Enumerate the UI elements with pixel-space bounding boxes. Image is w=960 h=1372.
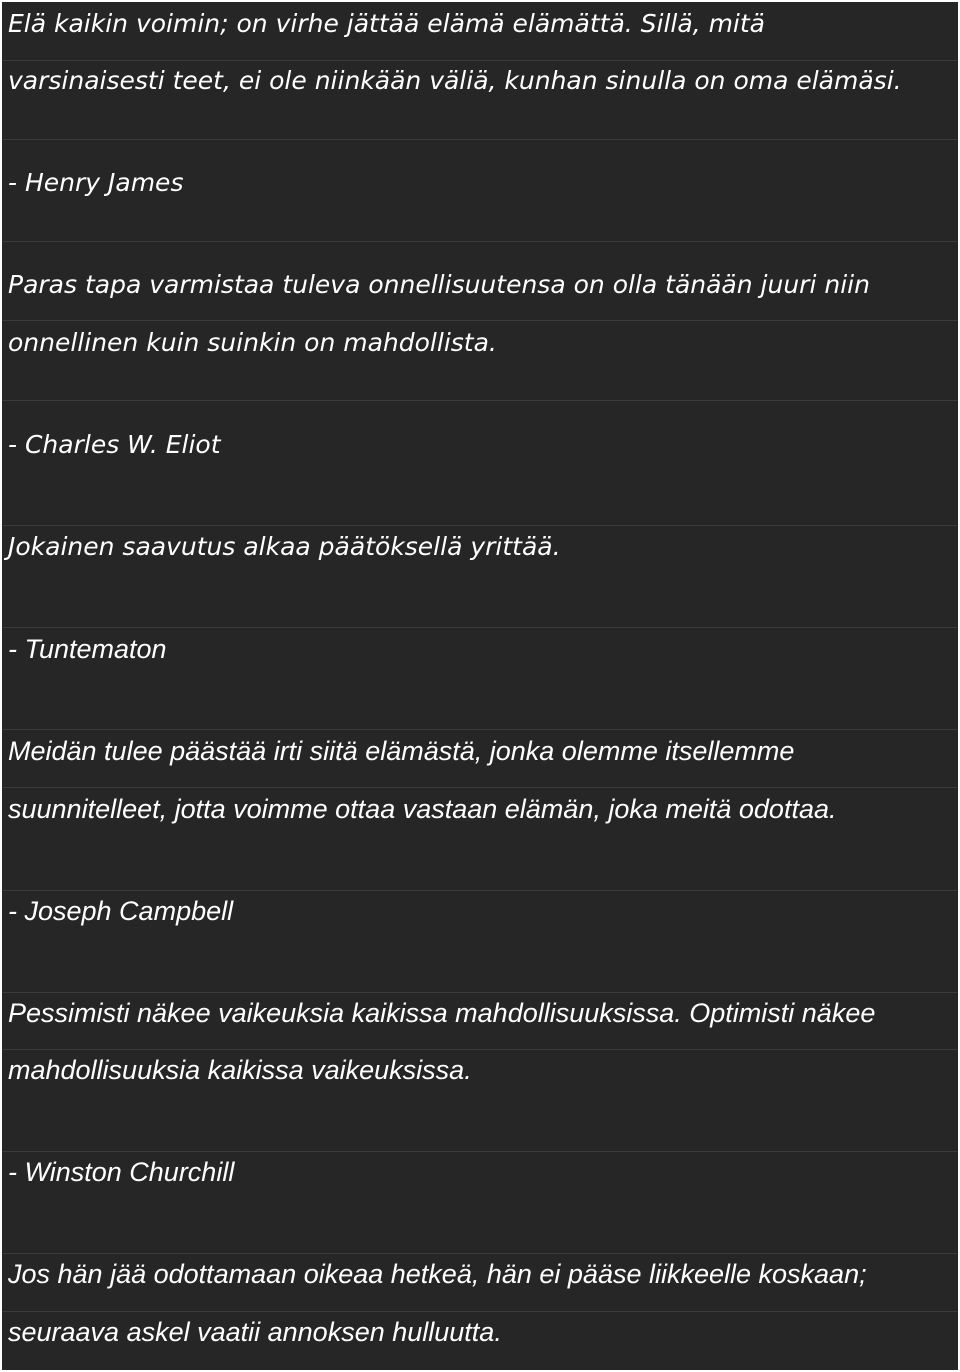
row-divider: [2, 241, 958, 242]
row-divider: [2, 1253, 958, 1254]
row-divider: [2, 1311, 958, 1312]
quote-author: - Joseph Campbell: [8, 896, 234, 926]
row-divider: [2, 627, 958, 628]
quote-author: - Winston Churchill: [8, 1157, 235, 1187]
row-divider: [2, 139, 958, 140]
row-divider: [2, 787, 958, 788]
quote-line: mahdollisuuksia kaikissa vaikeuksissa.: [8, 1055, 472, 1085]
quote-line: Paras tapa varmistaa tuleva onnellisuutensa on olla tänään juuri niin: [8, 270, 870, 299]
quote-line: Elä kaikin voimin; on virhe jättää elämä elämättä. Sillä, mitä: [8, 9, 765, 38]
row-divider: [2, 60, 958, 61]
quote-line: onnellinen kuin suinkin on mahdollista.: [8, 328, 497, 357]
row-divider: [2, 320, 958, 321]
row-divider: [2, 525, 958, 526]
quote-line: Jokainen saavutus alkaa päätöksellä yrittää.: [8, 532, 561, 561]
row-divider: [2, 890, 958, 891]
quote-author: - Tuntematon: [8, 634, 167, 664]
row-divider: [2, 729, 958, 730]
quote-line: Pessimisti näkee vaikeuksia kaikissa mahdollisuuksissa. Optimisti näkee: [8, 998, 876, 1028]
row-divider: [2, 992, 958, 993]
row-divider: [2, 400, 958, 401]
quote-line: Jos hän jää odottamaan oikeaa hetkeä, hän ei pääse liikkeelle koskaan;: [8, 1259, 867, 1289]
quote-line: varsinaisesti teet, ei ole niinkään väliä, kunhan sinulla on oma elämäsi.: [8, 66, 902, 95]
quote-line: Meidän tulee päästää irti siitä elämästä, jonka olemme itsellemme: [8, 736, 795, 766]
row-divider: [2, 1151, 958, 1152]
row-divider: [2, 1049, 958, 1050]
quote-line: suunnitelleet, jotta voimme ottaa vastaan elämän, joka meitä odottaa.: [8, 794, 837, 824]
quote-author: - Henry James: [8, 168, 184, 197]
quote-line: seuraava askel vaatii annoksen hulluutta.: [8, 1317, 502, 1347]
document-page: [2, 2, 958, 1370]
quote-author: - Charles W. Eliot: [8, 430, 221, 459]
